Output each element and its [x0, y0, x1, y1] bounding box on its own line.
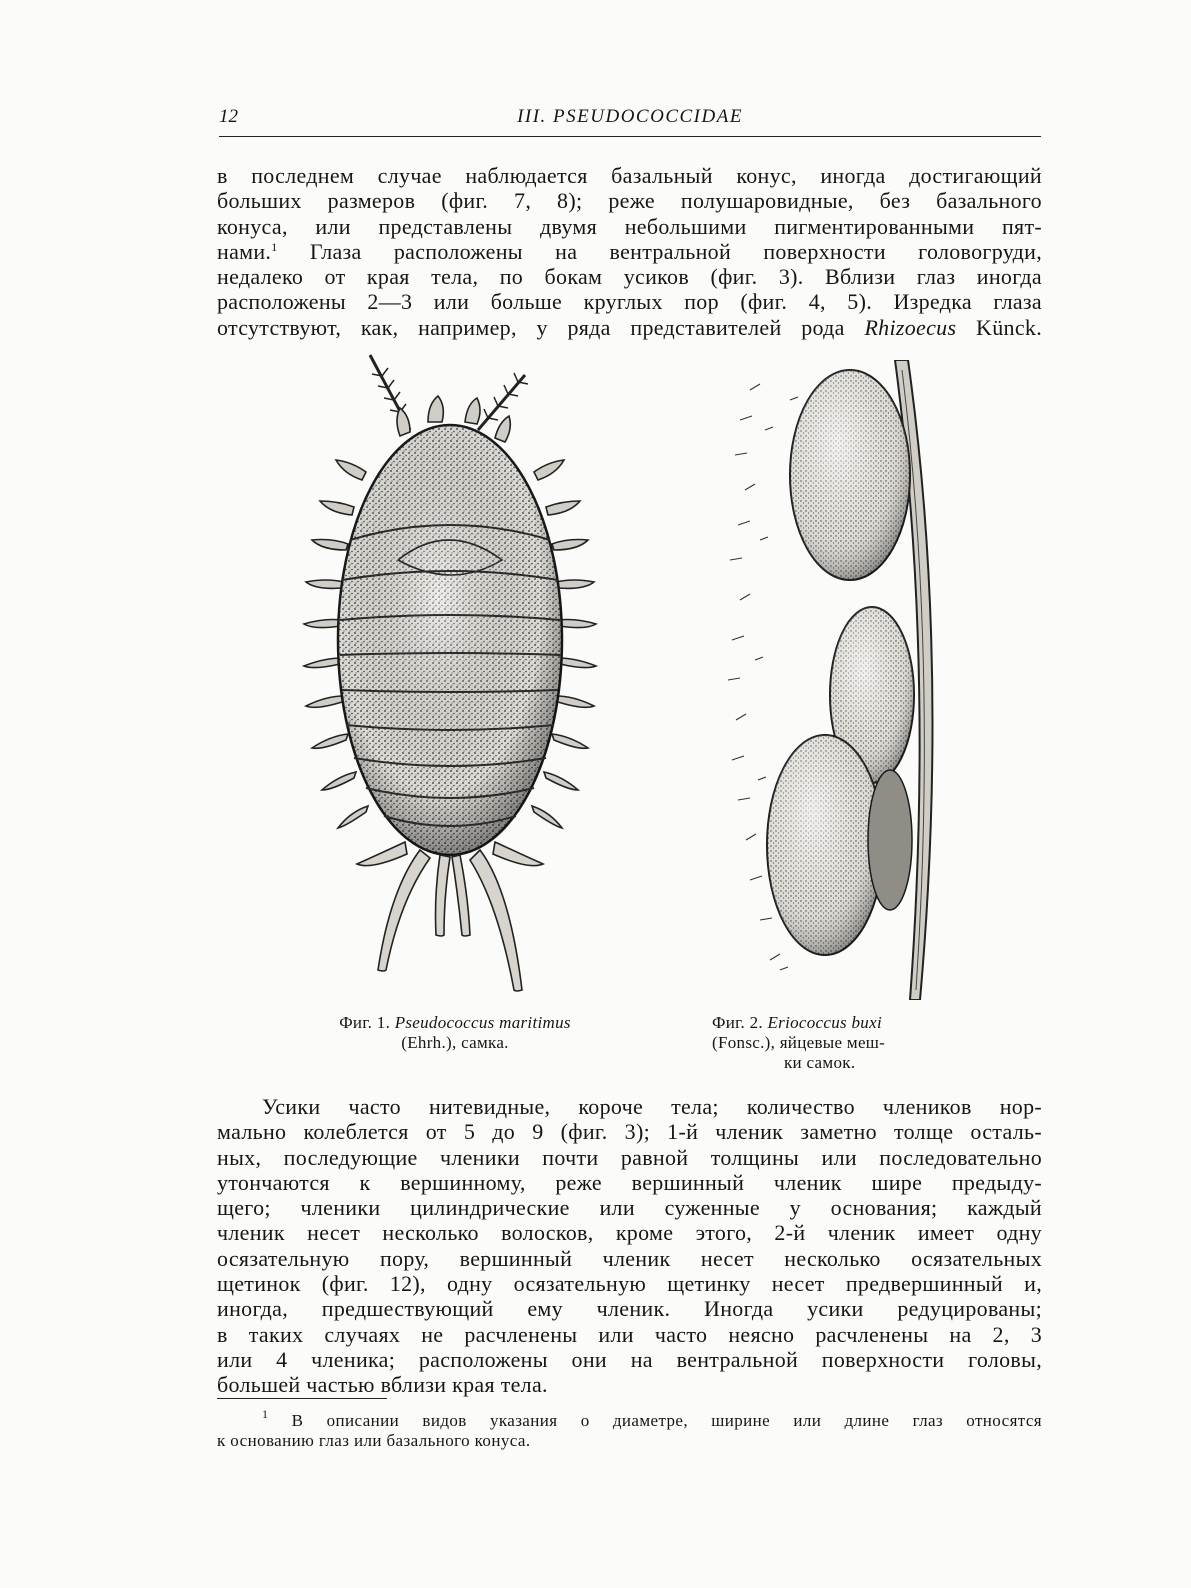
- footnote-marker: 1: [262, 1407, 269, 1421]
- text-line: иногда, предшествующий ему членик. Иногда усики редуцированы;: [217, 1296, 1042, 1322]
- text-line: недалеко от края тела, по бокам усиков (фиг. 3). Вблизи глаз иногда: [217, 264, 1042, 290]
- footnote-reference[interactable]: 1: [271, 239, 278, 254]
- species-name: Pseudococcus maritimus: [394, 1013, 571, 1032]
- text-fragment: отсутствуют, как, например, у ряда представителей рода: [217, 314, 865, 340]
- running-title: III. PSEUDOCOCCIDAE: [517, 106, 743, 127]
- footnote-line: [217, 1407, 1042, 1431]
- figure-1-caption: [300, 1013, 610, 1053]
- figure-1-illustration: [300, 350, 600, 1010]
- caption-label: Фиг. 1.: [339, 1013, 395, 1032]
- page-header: [219, 100, 1041, 137]
- text-line: [217, 315, 1042, 340]
- text-line: расположены 2—3 или больше круглых пор (фиг. 4, 5). Изредка глаза: [217, 289, 1042, 315]
- text-line: осязательную пору, вершинный членик несет несколько осязательных: [217, 1245, 1042, 1271]
- caption-label: Фиг. 2.: [712, 1013, 768, 1032]
- figure-2-illustration: [720, 360, 960, 1000]
- text-line: или 4 членика; расположены они на вентральной поверхности головы,: [217, 1346, 1042, 1372]
- text-line: в таких случаях не расчленены или часто неясно расчленены на 2, 3: [217, 1321, 1042, 1347]
- text-line: большей частью вблизи края тела.: [217, 1372, 548, 1398]
- footnote-line: к основанию глаз или базального конуса.: [217, 1431, 531, 1450]
- text-line: в последнем случае наблюдается базальный конус, иногда достигающий: [217, 163, 1042, 188]
- text-line: ных, последующие членики почти равной толщины или последовательно: [217, 1144, 1042, 1170]
- text-line: конуса, или представлены двумя небольшими пигментированными пят-: [217, 213, 1042, 239]
- caption-line: [712, 1013, 952, 1033]
- footnote-divider: [217, 1398, 387, 1399]
- page-number: 12: [219, 106, 238, 127]
- egg-sacs-drawing: [720, 360, 960, 1000]
- caption-line: (Fonsc.), яйцевые меш-: [712, 1033, 886, 1052]
- figure-2-caption: [712, 1013, 952, 1073]
- text-line: утончаются к вершинному, реже вершинный членик шире предыду-: [217, 1169, 1042, 1195]
- text-fragment: нами.: [217, 238, 272, 264]
- text-line: щетинок (фиг. 12), одну осязательную щетинку несет предвершинный и,: [217, 1271, 1042, 1297]
- text-line: мально колеблется от 5 до 9 (фиг. 3); 1-й членик заметно толще осталь-: [217, 1119, 1042, 1145]
- text-line: щего; членики цилиндрические или суженные у основания; каждый: [217, 1195, 1042, 1221]
- text-fragment: Künck.: [956, 314, 1042, 340]
- footnote: [217, 1407, 1042, 1451]
- genus-name: Rhizoecus: [864, 314, 957, 340]
- paragraph-antennae: [217, 1094, 1042, 1398]
- caption-text: (Ehrh.), самка.: [401, 1033, 509, 1052]
- text-line: [217, 239, 1042, 264]
- text-line: Усики часто нитевидные, короче тела; количество члеников нор-: [262, 1094, 1042, 1119]
- paragraph-eyes: [217, 163, 1042, 340]
- text-fragment: Глаза расположены на вентральной поверхности головогруди,: [277, 238, 1042, 264]
- text-line: больших размеров (фиг. 7, 8); реже полушаровидные, без базального: [217, 188, 1042, 214]
- caption-line: ки самок.: [784, 1053, 856, 1072]
- mealybug-drawing: [300, 350, 600, 1010]
- text-line: членик несет несколько волосков, кроме этого, 2-й членик имеет одну: [217, 1220, 1042, 1246]
- footnote-text: В описании видов указания о диаметре, ширине или длине глаз относятся: [268, 1411, 1042, 1430]
- species-name: Eriococcus buxi: [767, 1013, 882, 1032]
